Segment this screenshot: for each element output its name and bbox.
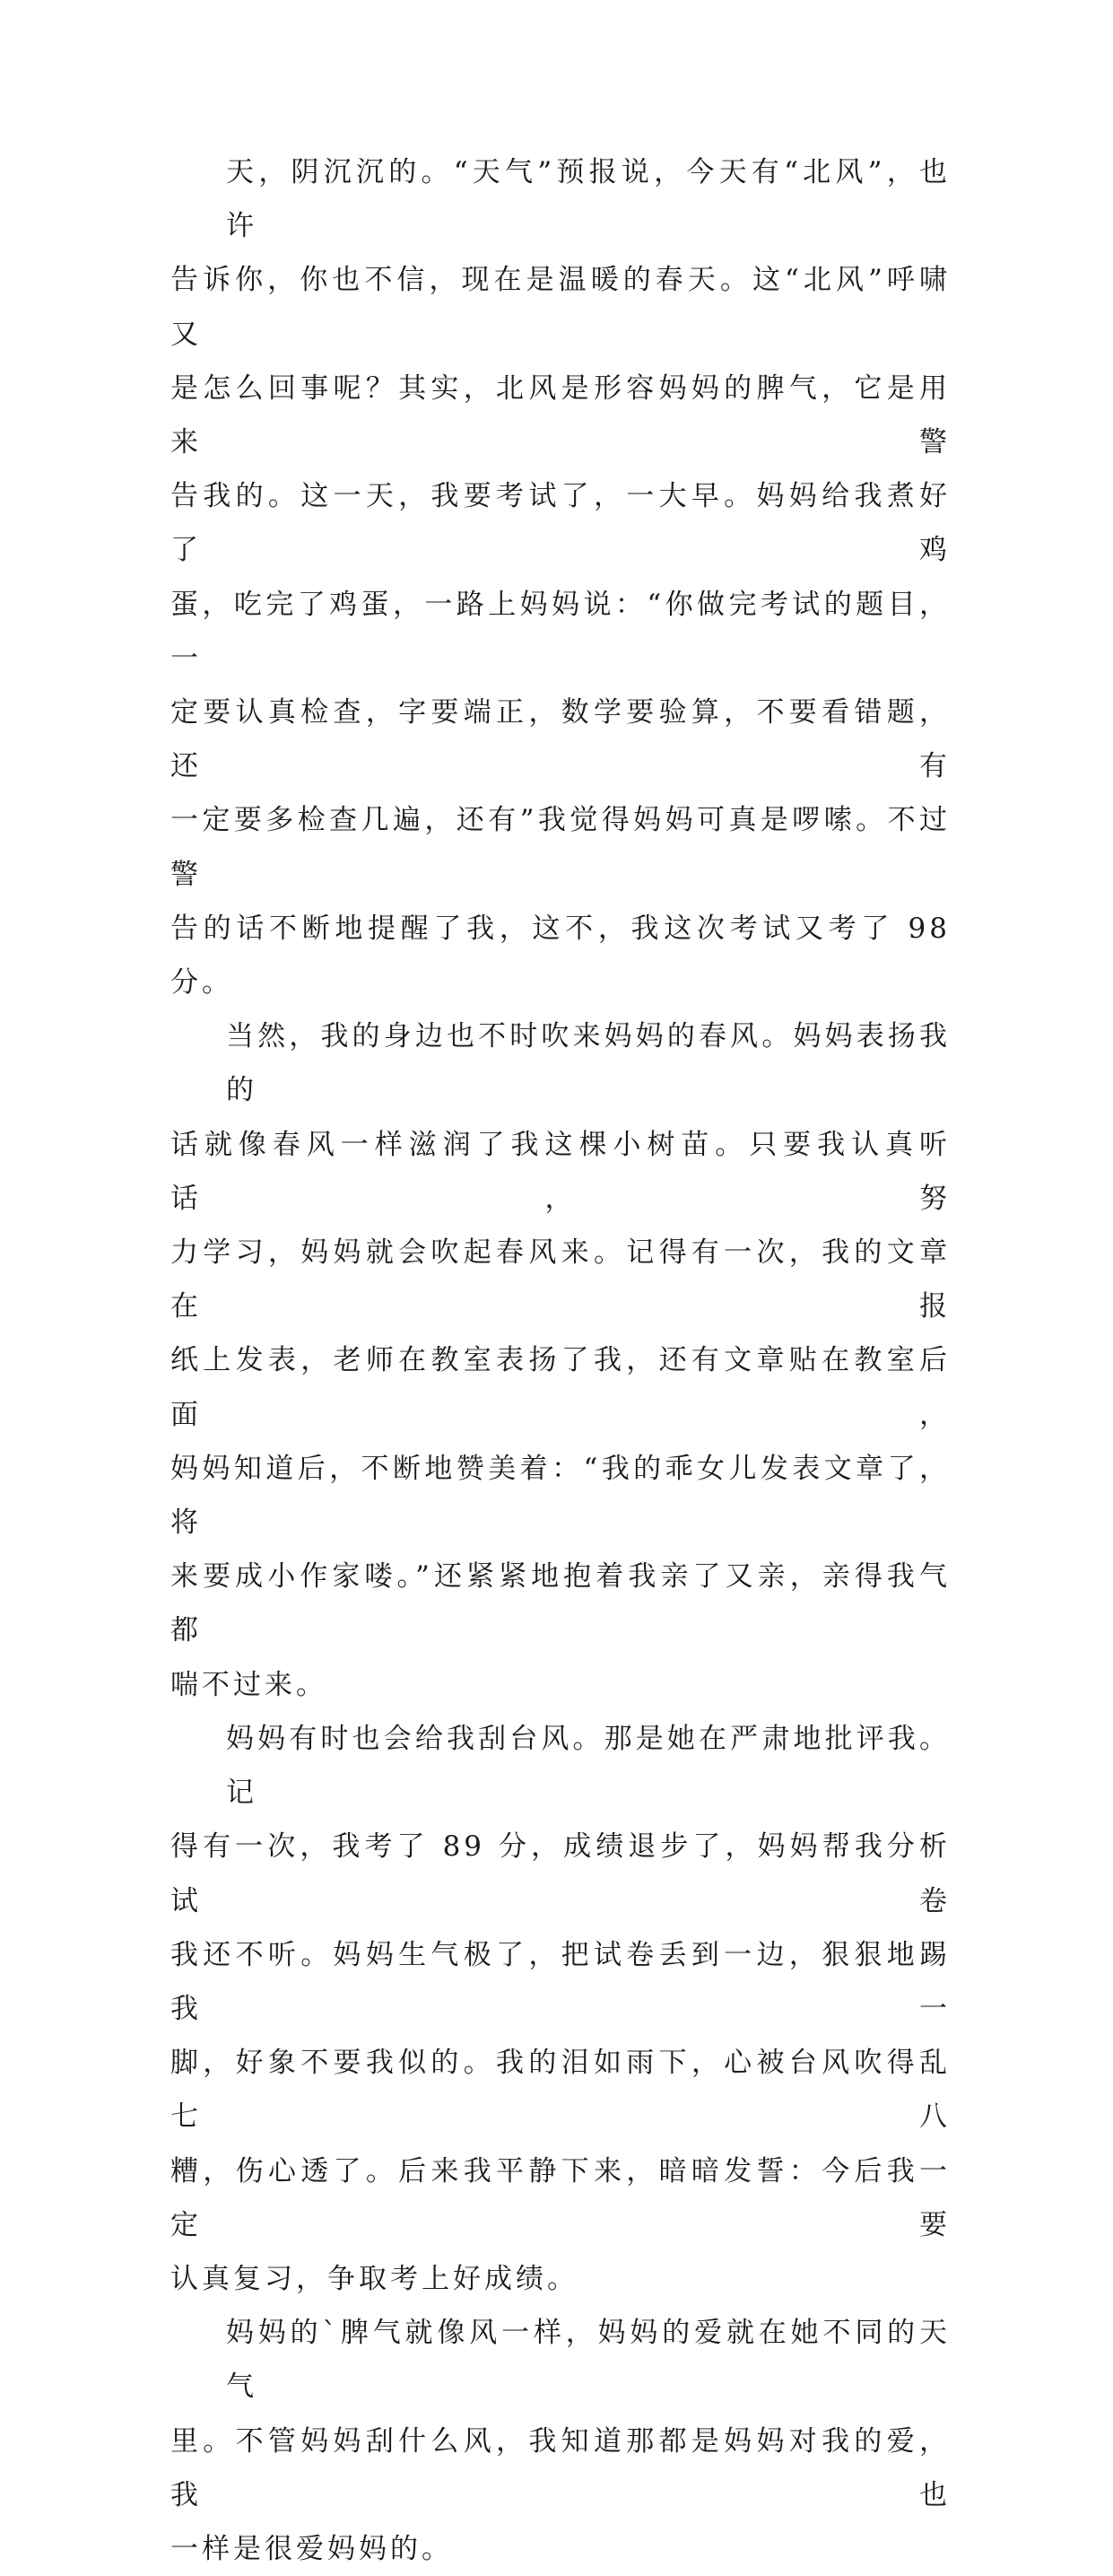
text-line: 告我的。这一天，我要考试了，一大早。妈妈给我煮好了鸡 — [170, 480, 951, 567]
text-line: 妈妈有时也会给我刮台风。那是她在严肃地批评我。记 — [226, 1722, 951, 1810]
text-line: 定要认真检查，字要端正，数学要验算，不要看错题，还有 — [170, 696, 951, 783]
text-line: 是怎么回事呢？其实，北风是形容妈妈的脾气，它是用来警 — [170, 371, 951, 459]
text-line: 话就像春风一样滋润了我这棵小树苗。只要我认真听话，努 — [170, 1128, 951, 1215]
text-line: 力学习，妈妈就会吹起春风来。记得有一次，我的文章在报 — [170, 1236, 951, 1323]
text-line: 得有一次，我考了 89 分，成绩退步了，妈妈帮我分析试卷 — [170, 1830, 951, 1917]
text-line: 妈妈的`脾气就像风一样，妈妈的爱就在她不同的天气 — [226, 2317, 951, 2404]
text-line: 一定要多检查几遍，还有”我觉得妈妈可真是啰嗦。不过警 — [170, 804, 951, 891]
text-line: 当然，我的身边也不时吹来妈妈的春风。妈妈表扬我的 — [226, 1020, 951, 1107]
text-line: 糟，伤心透了。后来我平静下来，暗暗发誓：今后我一定要 — [170, 2154, 951, 2241]
text-line: 天，阴沉沉的。“天气”预报说，今天有“北风”，也许 — [226, 156, 951, 243]
text-line: 脚，好象不要我似的。我的泪如雨下，心被台风吹得乱七八 — [170, 2047, 951, 2134]
text-line: 纸上发表，老师在教室表扬了我，还有文章贴在教室后面， — [170, 1344, 951, 1431]
paragraph-4 — [170, 2306, 951, 2576]
document-body — [170, 145, 951, 2576]
text-line: 妈妈知道后，不断地赞美着：“我的乖女儿发表文章了，将 — [170, 1452, 951, 1540]
paragraph-3 — [170, 1712, 951, 2306]
text-line: 我还不听。妈妈生气极了，把试卷丢到一边，狠狠地踢我一 — [170, 1938, 951, 2025]
paragraph-1 — [170, 145, 951, 1009]
text-line: 告的话不断地提醒了我，这不，我这次考试又考了 98 分。 — [170, 912, 951, 1000]
text-line: 里。不管妈妈刮什么风，我知道那都是妈妈对我的爱，我也 — [170, 2424, 951, 2511]
text-line: 来要成小作家喽。”还紧紧地抱着我亲了又亲，亲得我气都 — [170, 1560, 951, 1647]
text-line: 认真复习，争取考上好成绩。 — [170, 2262, 578, 2295]
text-line: 蛋，吃完了鸡蛋，一路上妈妈说：“你做完考试的题目，一 — [170, 588, 951, 675]
text-line: 告诉你，你也不信，现在是温暖的春天。这“北风”呼啸又 — [170, 264, 951, 351]
text-line: 一样是很爱妈妈的。 — [170, 2532, 453, 2565]
paragraph-2 — [170, 1009, 951, 1712]
text-line: 喘不过来。 — [170, 1668, 327, 1701]
